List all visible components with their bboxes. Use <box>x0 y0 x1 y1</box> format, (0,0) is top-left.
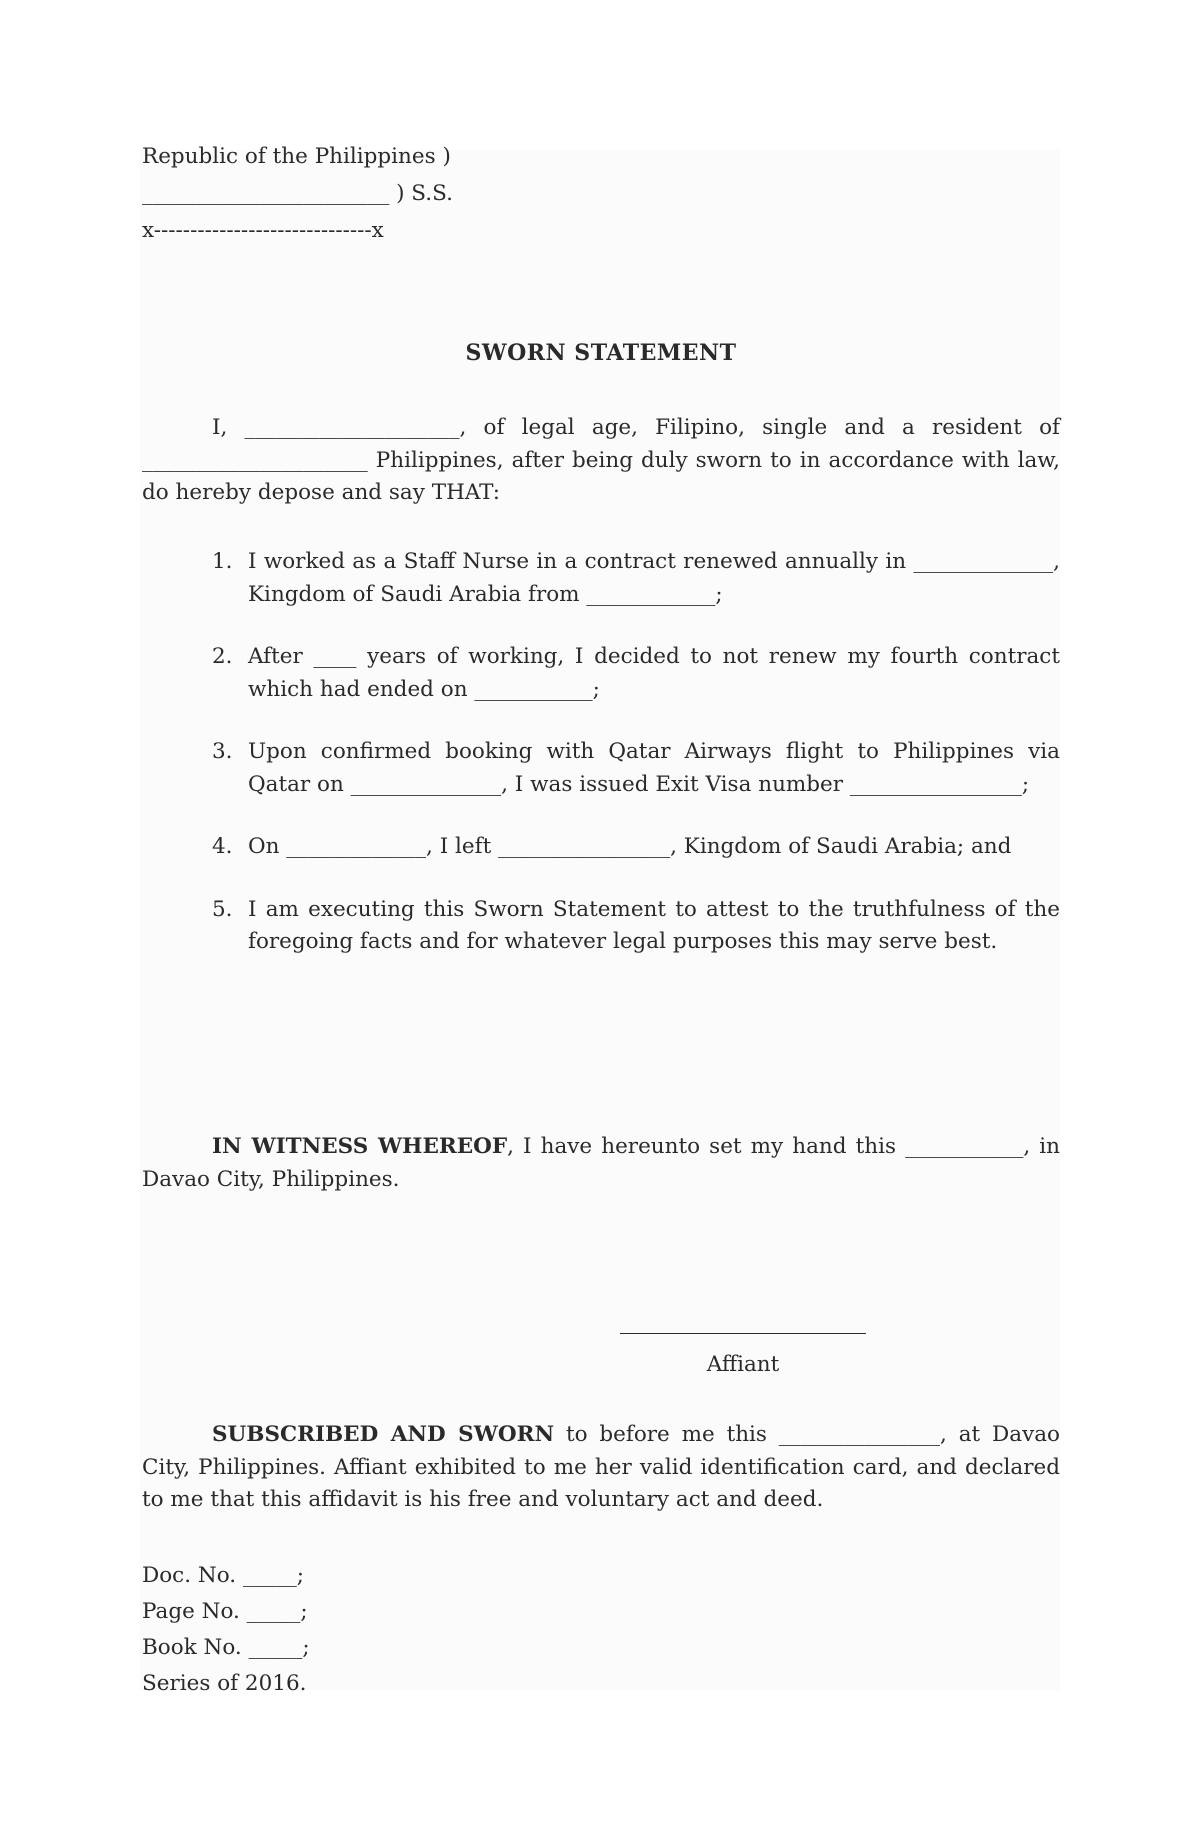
affiant-label: Affiant <box>706 1352 780 1377</box>
venue-line-1: Republic of the Philippines ) <box>142 144 451 169</box>
statement-list <box>212 546 1060 959</box>
list-item: 5. I am executing this Sworn Statement to attest to the truthfulness of the foregoing facts and for whatever legal purposes this may serve best. <box>212 896 1060 954</box>
venue-separator: x------------------------------x <box>142 218 384 243</box>
page-number: Page No. _____; <box>142 1599 308 1624</box>
series-year: Series of 2016. <box>142 1671 307 1696</box>
witness-heading: IN WITNESS WHEREOF <box>212 1134 508 1159</box>
intro-paragraph: I, ____________________, of legal age, Filipino, single and a resident of _____________________ Philippines, after being duly sworn to in accordance with law, do hereby depose and say THAT: <box>142 415 1060 505</box>
witness-paragraph: IN WITNESS WHEREOF, I have hereunto set my hand this ___________, in Davao City, Philippines. <box>142 1134 1060 1192</box>
jurat-heading: SUBSCRIBED AND SWORN <box>212 1422 555 1447</box>
doc-number: Doc. No. _____; <box>142 1563 304 1588</box>
document-title: SWORN STATEMENT <box>465 340 737 366</box>
book-number: Book No. _____; <box>142 1635 310 1660</box>
list-item: 4. On _____________, I left ________________, Kingdom of Saudi Arabia; and <box>212 834 1012 859</box>
list-item: 1. I worked as a Staff Nurse in a contract renewed annually in _____________, Kingdom of Saudi Arabia from ____________; <box>212 549 1060 607</box>
venue-line-2: _______________________ ) S.S. <box>142 181 453 206</box>
signature-line <box>620 1333 866 1334</box>
list-item: 3. Upon confirmed booking with Qatar Airways flight to Philippines via Qatar on ______________, I was issued Exit Visa number ________________; <box>212 739 1060 797</box>
list-item: 2. After ____ years of working, I decided to not renew my fourth contract which had ended on ___________; <box>212 644 1060 702</box>
jurat-paragraph: SUBSCRIBED AND SWORN to before me this _______________, at Davao City, Philippines. Affiant exhibited to me her valid identification card, and declared to me that this affidavit is his free and voluntary act and deed. <box>142 1422 1060 1512</box>
